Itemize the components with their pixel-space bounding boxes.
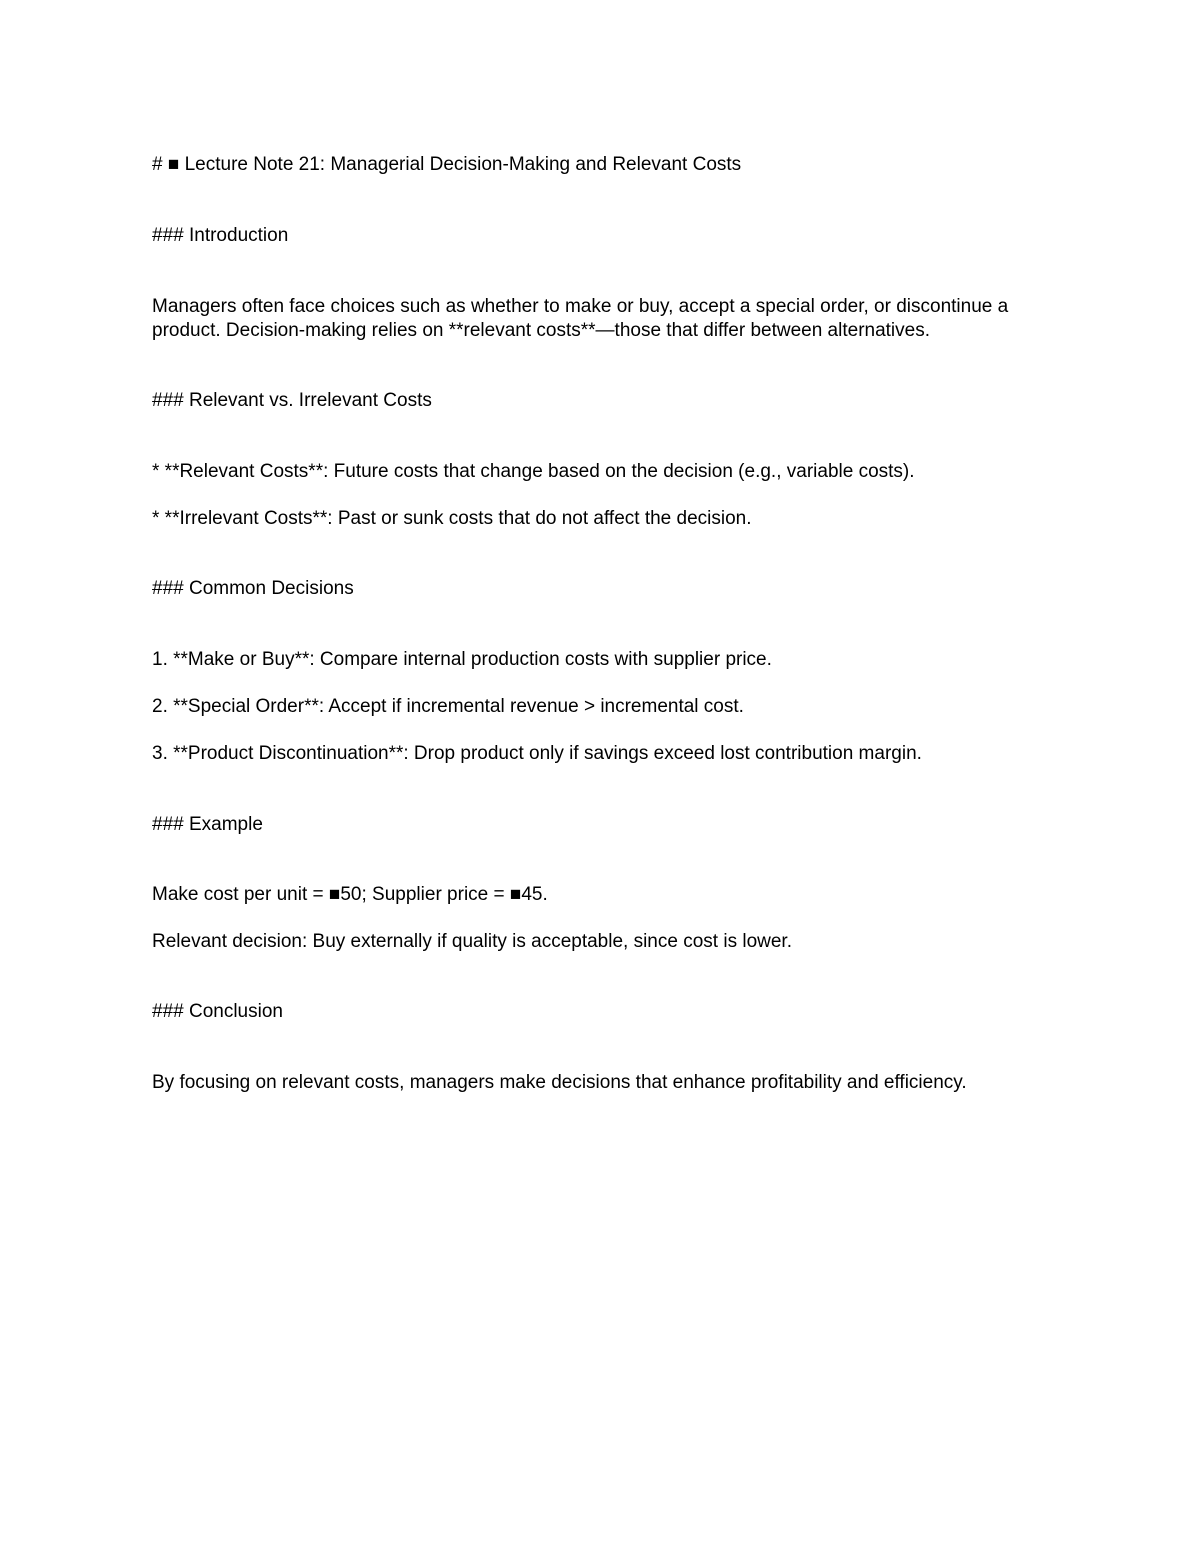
list-item-relevant-costs: * **Relevant Costs**: Future costs that change based on the decision (e.g., variable costs). [152,461,915,482]
conclusion-heading: ### Conclusion [152,1001,283,1022]
example-heading: ### Example [152,814,263,835]
introduction-heading: ### Introduction [152,225,289,246]
example-line-1: Make cost per unit = ■50; Supplier price = ■45. [152,884,548,905]
relevant-vs-irrelevant-heading: ### Relevant vs. Irrelevant Costs [152,390,432,411]
list-item-irrelevant-costs: * **Irrelevant Costs**: Past or sunk costs that do not affect the decision. [152,508,752,529]
list-item-make-or-buy: 1. **Make or Buy**: Compare internal production costs with supplier price. [152,649,772,670]
introduction-paragraph-line-1: Managers often face choices such as whether to make or buy, accept a special order, or discontinue a [152,296,1009,317]
common-decisions-heading: ### Common Decisions [152,578,354,599]
conclusion-paragraph: By focusing on relevant costs, managers make decisions that enhance profitability and efficiency. [152,1072,967,1093]
introduction-paragraph-line-2: product. Decision-making relies on **relevant costs**—those that differ between alternatives. [152,320,930,341]
document-title: # ■ Lecture Note 21: Managerial Decision-Making and Relevant Costs [152,154,742,175]
list-item-product-discontinuation: 3. **Product Discontinuation**: Drop product only if savings exceed lost contribution margin. [152,743,922,764]
example-line-2: Relevant decision: Buy externally if quality is acceptable, since cost is lower. [152,931,792,952]
list-item-special-order: 2. **Special Order**: Accept if incremental revenue > incremental cost. [152,696,744,717]
